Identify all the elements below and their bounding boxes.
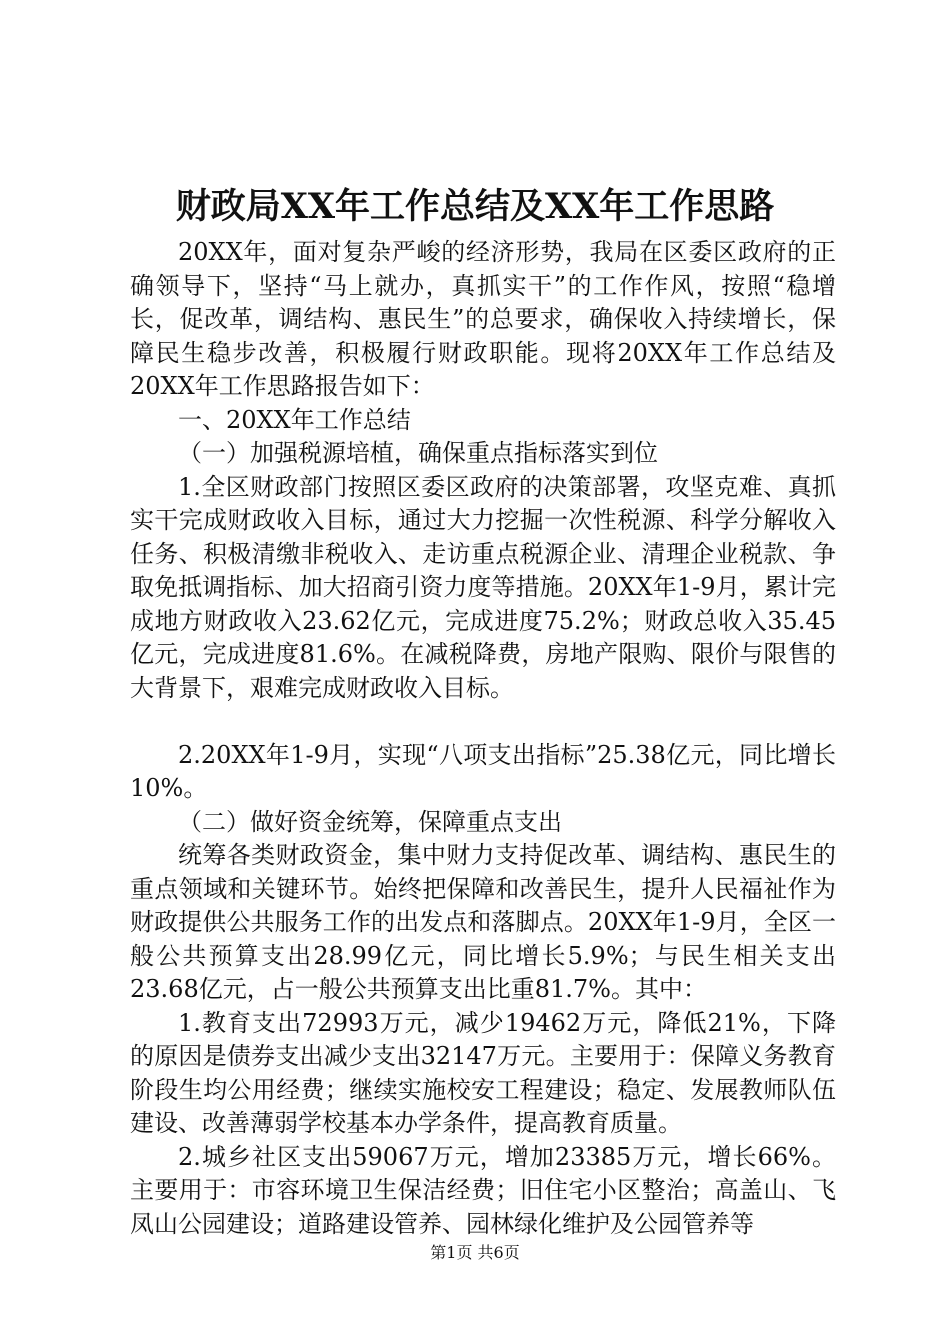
document-title: 财政局XX年工作总结及XX年工作思路 [175, 186, 775, 227]
subsection-heading-2: （二）做好资金统筹，保障重点支出 [178, 807, 562, 836]
paragraph-revenue: 1.全区财政部门按照区委区政府的决策部署，攻坚克难、真抓实干完成财政收入目标，通过大力挖掘一次性税源、科学分解收入任务、积极清缴非税收入、走访重点税源企业、清理企业税款、争取免抵调指标、加大招商引资力度等措施。20XX年1-9月，累计完成地方财政收入23.62亿元，完成进度75.2%；财政总收入35.45亿元，完成进度81.6%。在减税降费，房地产限购、限价与限售的大背景下，艰难完成财政收入目标。 [130, 472, 836, 702]
paragraph-intro: 20XX年，面对复杂严峻的经济形势，我局在区委区政府的正确领导下，坚持“马上就办，真抓实干”的工作作风，按照“稳增长，促改革，调结构、惠民生”的总要求，确保收入持续增长，保障民生稳步改善，积极履行财政职能。现将20XX年工作总结及20XX年工作思路报告如下： [130, 238, 836, 400]
document-body [130, 236, 836, 1241]
paragraph-education: 1.教育支出72993万元，减少19462万元，降低21%，下降的原因是债券支出减少支出32147万元。主要用于：保障义务教育阶段生均公用经费；继续实施校安工程建设；稳定、发展教师队伍建设、改善薄弱学校基本办学条件，提高教育质量。 [130, 1008, 836, 1137]
paragraph-urban-rural: 2.城乡社区支出59067万元，增加23385万元，增长66%。主要用于：市容环境卫生保洁经费；旧住宅小区整治；高盖山、飞凤山公园建设；道路建设管养、园林绿化维护及公园管养等 [130, 1142, 836, 1238]
paragraph-fund-coordination: 统筹各类财政资金，集中财力支持促改革、调结构、惠民生的重点领域和关键环节。始终把保障和改善民生，提升人民福祉作为财政提供公共服务工作的出发点和落脚点。20XX年1-9月，全区一般公共预算支出28.99亿元，同比增长5.9%；与民生相关支出23.68亿元，占一般公共预算支出比重81.7%。其中： [130, 841, 836, 1003]
paragraph-expenditure-indicators: 2.20XX年1-9月，实现“八项支出指标”25.38亿元，同比增长10%。 [130, 740, 836, 802]
subsection-heading-1: （一）加强税源培植，确保重点指标落实到位 [178, 439, 658, 467]
section-heading-1: 一、20XX年工作总结 [178, 405, 411, 434]
page-footer: 第1页 共6页 [430, 1243, 520, 1262]
